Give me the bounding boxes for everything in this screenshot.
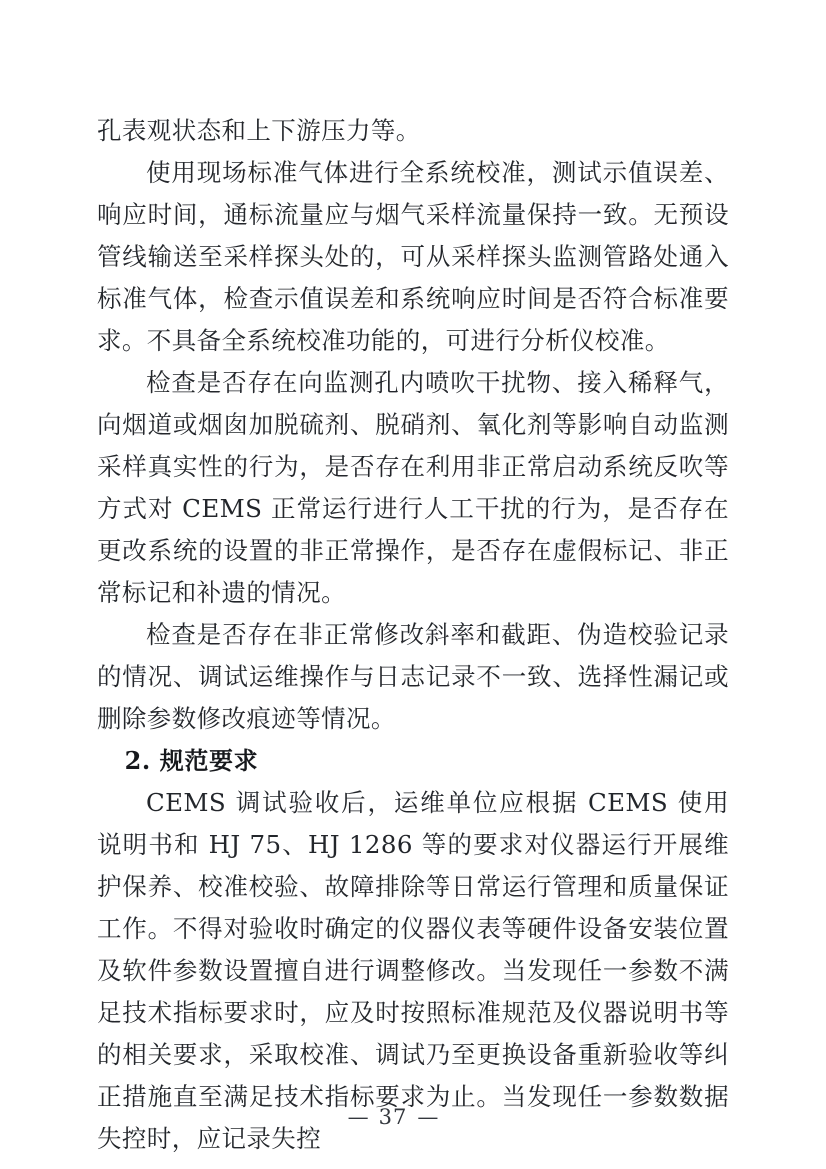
paragraph-continuation: 孔表观状态和上下游压力等。 — [97, 116, 421, 145]
footer-left-rule: — — [347, 1105, 369, 1129]
section-heading-spec-requirements: 2. 规范要求 — [124, 746, 259, 775]
page-content-body — [97, 110, 729, 1160]
page-footer — [0, 1105, 826, 1129]
page-number-value: 37 — [378, 1105, 408, 1129]
paragraph-interference-check: 检查是否存在向监测孔内喷吹干扰物、接入稀释气，向烟道或烟囱加脱硫剂、脱硝剂、氧化剂等影响自动监测采样真实性的行为，是否存在利用非正常启动系统反吹等方式对 CEMS 正常运行进行人工干扰的行为，是否存在更改系统的设置的非正常操作，是否存在虚假标记、非正常标记和补遗的情况。 — [97, 368, 729, 607]
footer-right-rule: — — [417, 1105, 439, 1129]
paragraph-calibration: 使用现场标准气体进行全系统校准，测试示值误差、响应时间，通标流量应与烟气采样流量保持一致。无预设管线输送至采样探头处的，可从采样探头监测管路处通入标准气体，检查示值误差和系统响应时间是否符合标准要求。不具备全系统校准功能的，可进行分析仪校准。 — [97, 158, 729, 355]
paragraph-records-check: 检查是否存在非正常修改斜率和截距、伪造校验记录的情况、调试运维操作与日志记录不一致、选择性漏记或删除参数修改痕迹等情况。 — [97, 620, 729, 733]
paragraph-spec-requirements-body: CEMS 调试验收后，运维单位应根据 CEMS 使用说明书和 HJ 75、HJ 1286 等的要求对仪器运行开展维护保养、校准校验、故障排除等日常运行管理和质量保证工作。不得对验收时确定的仪器仪表等硬件设备安装位置及软件参数设置擅自进行调整修改。当发现任一参数不满足技术指标要求时，应及时按照标准规范及仪器说明书等的相关要求，采取校准、调试乃至更换设备重新验收等纠正措施直至满足技术指标要求为止。当发现任一参数数据失控时，应记录失控 — [97, 788, 729, 1153]
